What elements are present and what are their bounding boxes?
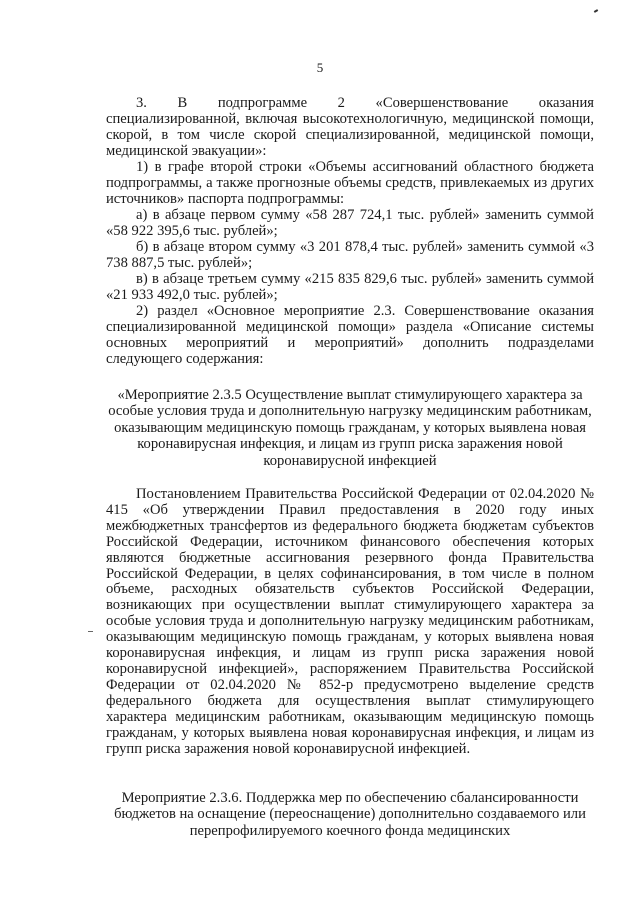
paragraph (106, 160, 594, 208)
scan-mark (88, 631, 93, 632)
paragraph-text: 1) в графе второй строки «Объемы ассигнований областного бюджета подпрограммы, а также прогнозные объемы средств, привлекаемых из других источников» паспорта подпрограммы: (106, 159, 594, 207)
paragraph (106, 96, 594, 160)
paragraph (106, 304, 594, 368)
scan-mark (594, 9, 598, 13)
paragraph-text: 3. В подпрограмме 2 «Совершенствование оказания специализированной, включая высокотехнологичную, медицинской помощи, скорой, в том числе скорой специализированной, медицинской помощи, медицинской эвакуации»: (106, 95, 594, 159)
section-heading: Мероприятие 2.3.6. Поддержка мер по обеспечению сбалансированности бюджетов на оснащение (переоснащение) дополнительно создаваемого или перепрофилируемого коечного фонда медицинских (114, 790, 586, 839)
section-heading: «Мероприятие 2.3.5 Осуществление выплат стимулирующего характера за особые условия труда и дополнительную нагрузку медицинским работникам, оказывающим медицинскую помощь гражданам, у которых выявлена новая коронавирусная инфекция, и лицам из групп риска заражения новой коронавирусной инфекцией (108, 387, 592, 469)
page-number: 5 (316, 60, 324, 75)
paragraph (106, 240, 594, 272)
paragraph-text: в) в абзаце третьем сумму «215 835 829,6 тыс. рублей» заменить суммой «21 933 492,0 тыс. рублей»; (106, 271, 594, 303)
paragraph (106, 272, 594, 304)
paragraph-text: б) в абзаце втором сумму «3 201 878,4 тыс. рублей» заменить суммой «3 738 887,5 тыс. рублей»; (106, 239, 594, 271)
paragraph (106, 487, 594, 757)
paragraph-text: Постановлением Правительства Российской Федерации от 02.04.2020 № 415 «Об утверждении Правил предоставления в 2020 году иных межбюджетных трансфертов из федерального бюджета бюджетам субъектов Российской Федерации, источником финансового обеспечения которых являются бюджетные ассигнования резервного фонда Правительства Российской Федерации, в целях софинансирования, в том числе в полном объеме, расходных обязательств субъектов Российской Федерации, возникающих при осуществлении выплат стимулирующего характера за особые условия труда и дополнительную нагрузку медицинским работникам, оказывающим медицинскую помощь гражданам, у которых выявлена новая коронавирусная инфекция, и лицам из групп риска заражения новой коронавирусной инфекцией», распоряжением Правительства Российской Федерации от 02.04.2020 № 852-р предусмотрено выделение средств федерального бюджета для осуществления выплат стимулирующего характера медицинским работникам, оказывающим медицинскую помощь гражданам, у которых выявлена новая коронавирусная инфекция, и лицам из групп риска заражения новой коронавирусной инфекцией. (106, 486, 594, 757)
paragraph-text: а) в абзаце первом сумму «58 287 724,1 тыс. рублей» заменить суммой «58 922 395,6 тыс. рублей»; (106, 207, 594, 239)
paragraph-text: 2) раздел «Основное мероприятие 2.3. Совершенствование оказания специализированной медицинской помощи» раздела «Описание системы основных мероприятий и мероприятий» дополнить подразделами следующего содержания: (106, 303, 594, 367)
paragraph (106, 208, 594, 240)
